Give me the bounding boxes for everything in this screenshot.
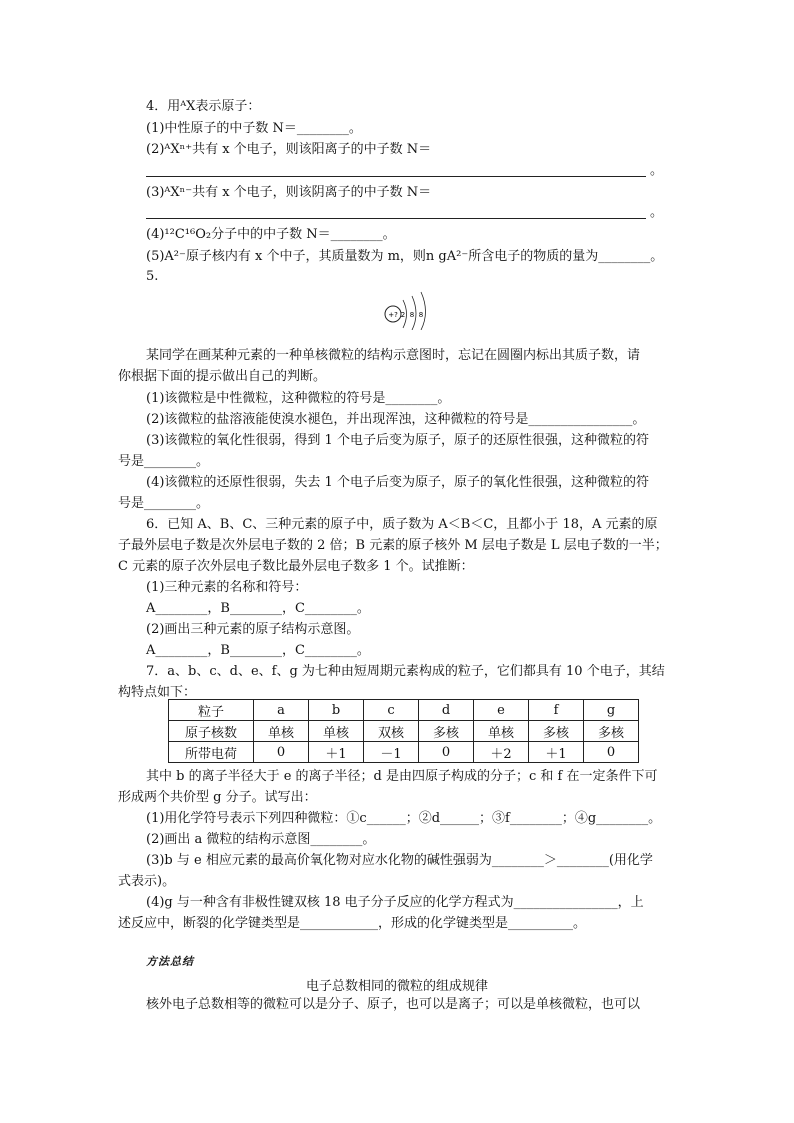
q5-part2: (2)该微粒的盐溶液能使溴水褪色，并出现浑浊，这种微粒的符号是________________。 — [146, 412, 646, 427]
table-cell: 原子核数 — [169, 721, 254, 742]
table-cell: f — [529, 700, 584, 721]
table-cell: －1 — [364, 742, 419, 763]
table-cell: 多核 — [419, 721, 474, 742]
table-row — [169, 742, 639, 763]
shell-count-2: 8 — [409, 311, 415, 319]
shell-count-3: 8 — [418, 311, 424, 319]
q6-part1: (1)三种元素的名称和符号： — [146, 580, 308, 595]
q5-part4-line1: (4)该微粒的还原性很弱，失去 1 个电子后变为原子，原子的氧化性很强，这种微粒的符 — [146, 475, 649, 490]
q7-part4-line2: 述反应中，断裂的化学键类型是____________，形成的化学键类型是__________。 — [118, 916, 587, 931]
table-cell: g — [584, 700, 639, 721]
q4-title: 4．用ᴬX表示原子： — [146, 99, 261, 114]
q7-part3-line1: (3)b 与 e 相应元素的最高价氧化物对应水化物的碱性强弱为________＞________(用化学 — [146, 853, 653, 868]
q7-line1: 7．a、b、c、d、e、f、g 为七种由短周期元素构成的粒子，它们都具有 10 个电子，其结 — [146, 664, 665, 679]
table-cell: 0 — [419, 742, 474, 763]
q5-number: 5. — [146, 269, 159, 284]
table-cell: a — [254, 700, 309, 721]
method-summary-text: 核外电子总数相等的微粒可以是分子、原子，也可以是离子；可以是单核微粒，也可以 — [146, 997, 641, 1012]
q5-intro-line2: 你根据下面的提示做出自己的判断。 — [118, 369, 327, 384]
table-cell: ＋1 — [309, 742, 364, 763]
table-cell: 所带电荷 — [169, 742, 254, 763]
q5-part3-line1: (3)该微粒的氧化性很弱，得到 1 个电子后变为原子，原子的还原性很强，这种微粒的符 — [146, 433, 649, 448]
q6-line2: 子最外层电子数是次外层电子数的 2 倍；B 元素的原子核外 M 层电子数是 L 层电子数的一半； — [118, 538, 668, 553]
q7-part2: (2)画出 a 微粒的结构示意图________。 — [146, 832, 376, 847]
table-cell: ＋2 — [474, 742, 529, 763]
table-cell: 双核 — [364, 721, 419, 742]
table-cell: 多核 — [529, 721, 584, 742]
q4-part2-end: 。 — [650, 163, 664, 178]
table-row — [169, 721, 639, 742]
q4-part2: (2)ᴬXⁿ⁺共有 x 个电子，则该阳离子的中子数 N＝ — [146, 142, 432, 157]
q5-part4-line2: 号是________。 — [118, 496, 210, 511]
table-cell: 单核 — [309, 721, 364, 742]
q6-part2-answers: A________，B________，C________。 — [146, 643, 370, 658]
q7-line3: 其中 b 的离子半径大于 e 的离子半径；d 是由四原子构成的分子；c 和 f 在一定条件下可 — [146, 769, 658, 784]
table-cell: 粒子 — [169, 700, 254, 721]
table-cell: d — [419, 700, 474, 721]
q6-line1: 6．已知 A、B、C、三种元素的原子中，质子数为 A＜B＜C，且都小于 18，A 元素的原 — [146, 517, 658, 532]
q7-part1: (1)用化学符号表示下列四种微粒：①c______；②d______；③f________；④g________。 — [146, 811, 662, 826]
answer-line — [146, 176, 646, 177]
nucleus-label: +? — [388, 311, 398, 319]
method-summary-label: 方法总结 — [146, 955, 194, 968]
table-row — [169, 700, 639, 721]
answer-line — [146, 218, 646, 219]
method-summary-title: 电子总数相同的微粒的组成规律 — [305, 979, 488, 994]
q4-part1: (1)中性原子的中子数 N＝________。 — [146, 121, 362, 136]
q6-part2: (2)画出三种元素的原子结构示意图。 — [146, 622, 360, 637]
q7-line4: 形成两个共价型 g 分子。试写出： — [118, 790, 317, 805]
table-cell: e — [474, 700, 529, 721]
q4-part3: (3)ᴬXⁿ⁻共有 x 个电子，则该阴离子的中子数 N＝ — [146, 185, 432, 200]
q4-part3-end: 。 — [650, 205, 664, 220]
q4-part4: (4)¹²C¹⁶O₂分子中的中子数 N＝________。 — [146, 227, 396, 242]
q6-part1-answers: A________，B________，C________。 — [146, 601, 370, 616]
q7-part3-line2: 式表示)。 — [118, 874, 176, 889]
table-cell: c — [364, 700, 419, 721]
table-cell: 0 — [584, 742, 639, 763]
table-cell: ＋1 — [529, 742, 584, 763]
q7-line2: 构特点如下： — [118, 685, 197, 700]
shell-count-1: 2 — [400, 311, 406, 319]
q5-intro-line1: 某同学在画某种元素的一种单核微粒的结构示意图时，忘记在圆圈内标出其质子数，请 — [146, 348, 641, 363]
particle-table — [168, 699, 639, 763]
q6-line3: C 元素的原子次外层电子数比最外层电子数多 1 个。试推断： — [118, 559, 474, 574]
table-cell: 单核 — [474, 721, 529, 742]
table-cell: b — [309, 700, 364, 721]
q5-part3-line2: 号是________。 — [118, 454, 210, 469]
atomic-structure-diagram — [383, 290, 439, 330]
table-cell: 0 — [254, 742, 309, 763]
q5-part1: (1)该微粒是中性微粒，这种微粒的符号是________。 — [146, 391, 451, 406]
table-cell: 单核 — [254, 721, 309, 742]
q7-part4-line1: (4)g 与一种含有非极性键双核 18 电子分子反应的化学方程式为________________，上 — [146, 895, 644, 910]
q4-part5: (5)A²⁻原子核内有 x 个中子，其质量数为 m，则n gA²⁻所含电子的物质的量为________。 — [146, 249, 664, 264]
table-cell: 多核 — [584, 721, 639, 742]
